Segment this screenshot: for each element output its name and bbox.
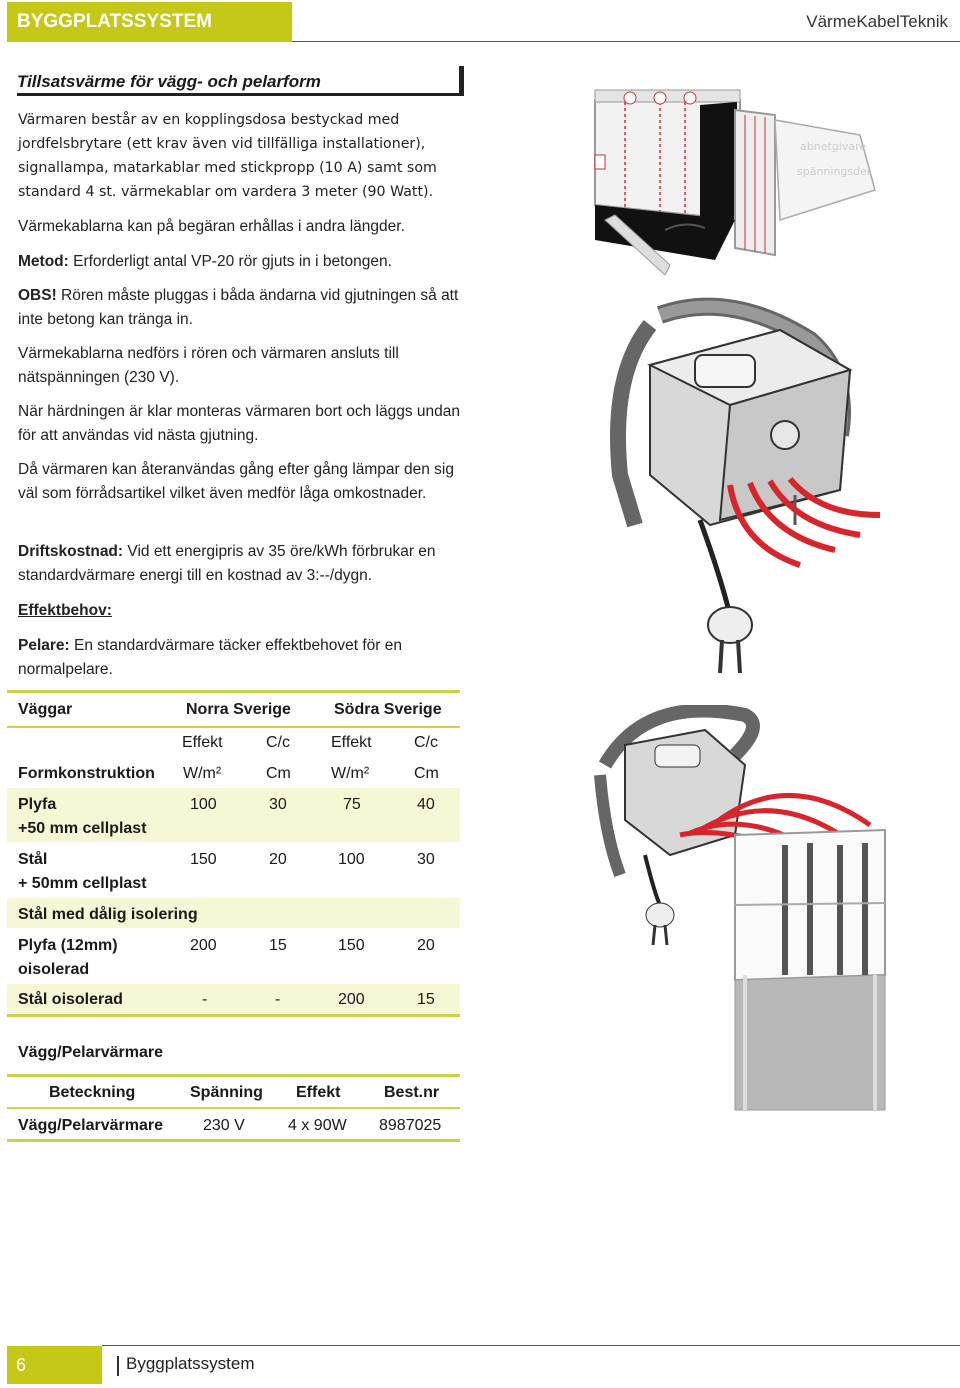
obs-paragraph xyxy=(18,284,468,332)
footer-separator xyxy=(117,1356,119,1376)
power-need-label: Effektbehov: xyxy=(18,602,112,619)
row4-name1: Plyfa (12mm) xyxy=(18,937,118,954)
formwork-illustration xyxy=(575,80,880,275)
header-tab: BYGGPLATSSYSTEM xyxy=(7,2,292,42)
row3-name1: Stål med dålig isolering xyxy=(18,906,198,923)
reuse-paragraph: Då värmaren kan återanvändas gång efter gång lämpar den sig väl som förrådsartikel vilket även medför låga omkostnader. xyxy=(18,461,454,502)
sub-north-effect: Effekt xyxy=(182,734,223,751)
unit-north-effect: W/m² xyxy=(183,765,222,782)
pillar-label: Pelare: xyxy=(18,637,70,654)
power-need-heading xyxy=(18,599,468,623)
unit-label: Formkonstruktion xyxy=(18,765,155,782)
row2-north-cc: 20 xyxy=(269,851,287,868)
section-title: Tillsatsvärme för vägg- och pelarform xyxy=(17,66,464,96)
product-col-voltage: Spänning xyxy=(190,1084,263,1101)
sub-south-cc: C/c xyxy=(414,734,438,751)
sub-south-effect: Effekt xyxy=(331,734,372,751)
curing-paragraph: När härdningen är klar monteras värmaren bort och läggs undan för att användas vid nästa gjutning. xyxy=(18,403,460,444)
row5-south-cc: 15 xyxy=(417,991,435,1008)
obs-text: Rören måste pluggas i båda ändarna vid gjutningen så att inte betong kan tränga in. xyxy=(18,287,459,328)
row2-south-effect: 100 xyxy=(338,851,365,868)
unit-north-cc: Cm xyxy=(266,765,291,782)
row1-name1: Plyfa xyxy=(18,796,57,813)
svg-text:abnetgivare: abnetgivare xyxy=(800,140,867,153)
method-text: Erforderligt antal VP-20 rör gjuts in i betongen. xyxy=(68,253,392,270)
row5-north-effect: - xyxy=(202,991,208,1008)
cost-text: Vid ett energipris av 35 öre/kWh förbrukar en standardvärmare energi till en kostnad av 3:--/dygn. xyxy=(18,543,436,584)
cables-paragraph: Värmekablarna nedförs i rören och värmaren ansluts till nätspänningen (230 V). xyxy=(18,345,399,386)
row4-name2: oisolerad xyxy=(18,961,90,978)
unit-south-cc: Cm xyxy=(414,765,439,782)
row1-south-effect: 75 xyxy=(343,796,361,813)
product-header-rule xyxy=(7,1107,460,1109)
product-top-rule xyxy=(7,1074,460,1077)
footer-rule xyxy=(102,1345,960,1346)
row1-name2: +50 mm cellplast xyxy=(18,820,147,837)
lengths-paragraph: Värmekablarna kan på begäran erhållas i andra längder. xyxy=(18,218,405,235)
row2-north-effect: 150 xyxy=(190,851,217,868)
row4-north-cc: 15 xyxy=(269,937,287,954)
method-label: Metod: xyxy=(18,253,69,270)
row1-south-cc: 40 xyxy=(417,796,435,813)
product-col-designation: Beteckning xyxy=(49,1084,136,1101)
footer-section: Byggplatssystem xyxy=(126,1354,255,1373)
header-rule xyxy=(292,41,960,42)
pillar-text: En standardvärmare täcker effektbehovet för en normalpelare. xyxy=(18,637,402,678)
row5-name1: Stål oisolerad xyxy=(18,991,123,1008)
col-walls: Väggar xyxy=(18,701,73,718)
row4-north-effect: 200 xyxy=(190,937,217,954)
row2-name2: + 50mm cellplast xyxy=(18,875,147,892)
row5-north-cc: - xyxy=(275,991,281,1008)
row5-south-effect: 200 xyxy=(338,991,365,1008)
product-voltage: 230 V xyxy=(203,1117,245,1134)
product-name: Vägg/Pelarvärmare xyxy=(18,1117,163,1134)
product-heading: Vägg/Pelarvärmare xyxy=(18,1044,163,1061)
product-col-ordernr: Best.nr xyxy=(384,1084,440,1101)
unit-south-effect: W/m² xyxy=(331,765,370,782)
product-col-effect: Effekt xyxy=(296,1084,341,1101)
intro-paragraph: Värmaren består av en kopplingsdosa bestyckad med jordfelsbrytare (ett krav även vid tillfälliga installationer), signallampa, matarkablar med stickpropp (10 A) samt som standard 4 st. värmekablar om vardera 3 meter (90 Watt). xyxy=(18,112,437,200)
svg-text:spänningsdel: spänningsdel xyxy=(797,165,870,178)
cost-label: Driftskostnad: xyxy=(18,543,124,560)
table-bottom-rule xyxy=(7,1014,460,1017)
product-ordernr: 8987025 xyxy=(379,1117,442,1134)
pillar-heater-illustration xyxy=(585,705,910,1115)
table-header-rule xyxy=(7,726,460,728)
method-paragraph xyxy=(18,250,468,274)
cost-paragraph xyxy=(18,540,468,588)
sub-north-cc: C/c xyxy=(266,734,290,751)
row1-north-effect: 100 xyxy=(190,796,217,813)
row4-south-cc: 20 xyxy=(417,937,435,954)
page-number: 6 xyxy=(7,1346,102,1384)
product-effect: 4 x 90W xyxy=(288,1117,347,1134)
header-brand: VärmeKabelTeknik xyxy=(806,12,948,31)
row4-south-effect: 150 xyxy=(338,937,365,954)
table-top-rule xyxy=(7,690,460,693)
product-bottom-rule xyxy=(7,1139,460,1142)
pillar-paragraph xyxy=(18,634,468,682)
obs-label: OBS! xyxy=(18,287,57,304)
row2-name1: Stål xyxy=(18,851,48,868)
row2-south-cc: 30 xyxy=(417,851,435,868)
col-north: Norra Sverige xyxy=(186,701,291,718)
col-south: Södra Sverige xyxy=(334,701,442,718)
row1-north-cc: 30 xyxy=(269,796,287,813)
heater-unit-illustration xyxy=(590,295,895,685)
